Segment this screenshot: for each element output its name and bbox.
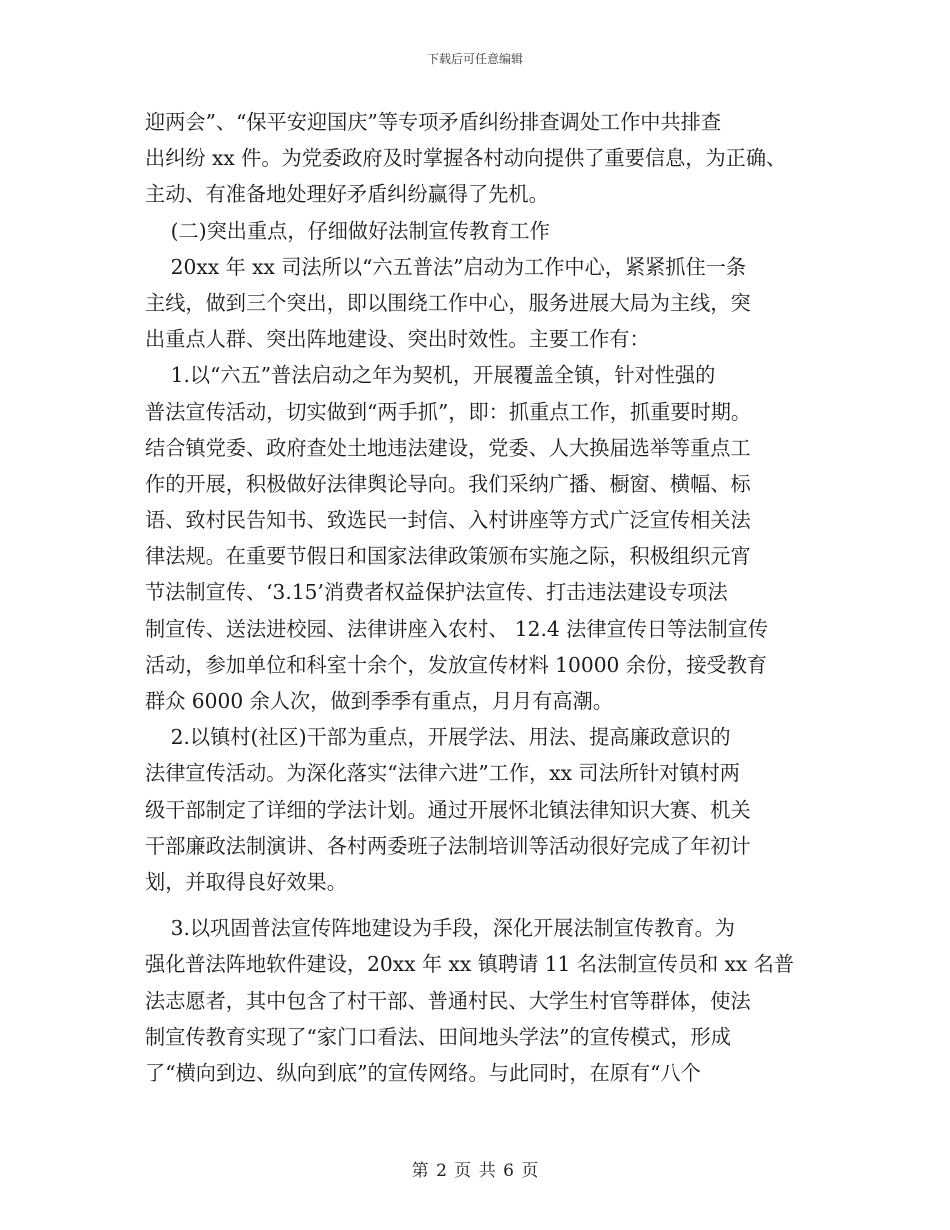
body-line: 干部廉政法制演讲、各村两委班子法制培训等活动很好完成了年初计	[145, 833, 751, 858]
body-line: 强化普法阵地软件建设，20xx 年 xx 镇聘请 11 名法制宣传员和 xx 名普	[145, 952, 795, 977]
body-line: 迎两会”、“保平安迎国庆”等专项矛盾纠纷排查调处工作中共排查	[145, 110, 722, 134]
body-line: 制宣传、送法进校园、法律讲座入农村、 12.4 法律宣传日等法制宣传	[145, 616, 769, 641]
body-line: 结合镇党委、政府查处土地违法建设，党委、人大换届选举等重点工	[145, 435, 751, 460]
body-line: 法志愿者，其中包含了村干部、普通村民、大学生村官等群体，使法	[145, 988, 751, 1013]
page-header: 下载后可任意编辑	[426, 52, 523, 66]
body-line: 群众 6000 余人次，做到季季有重点，月月有高潮。	[145, 689, 613, 713]
body-line: 3.以巩固普法宣传阵地建设为手段，深化开展法制宣传教育。为	[145, 916, 735, 941]
body-line: 语、致村民告知书、致选民一封信、入村讲座等方式广泛宣传相关法	[145, 508, 751, 533]
page-number-footer: 第 2 页 共 6 页	[411, 1161, 539, 1181]
body-line: 作的开展，积极做好法律舆论导向。我们采纳广播、橱窗、横幅、标	[145, 471, 751, 496]
body-line: 了“横向到边、纵向到底”的宣传网络。与此同时，在原有“八个	[145, 1060, 701, 1085]
body-line: 活动，参加单位和科室十余个，发放宣传材料 10000 余份，接受教育	[145, 652, 768, 677]
body-line: 出纠纷 xx 件。为党委政府及时掌握各村动向提供了重要信息，为正确、	[145, 146, 787, 171]
body-line: 出重点人群、突出阵地建设、突出时效性。主要工作有：	[145, 327, 650, 352]
body-line: 主线，做到三个突出，即以围绕工作中心，服务进展大局为主线，突	[145, 290, 751, 315]
body-line: 2.以镇村(社区)干部为重点，开展学法、用法、提高廉政意识的	[145, 725, 731, 750]
body-line: 主动、有准备地处理好矛盾纠纷赢得了先机。	[145, 182, 549, 207]
section-heading: (二)突出重点，仔细做好法制宣传教育工作	[145, 218, 550, 243]
paragraph-gap	[145, 900, 820, 910]
body-line: 普法宣传活动，切实做到“两手抓”，即：抓重点工作，抓重要时期。	[145, 399, 752, 424]
body-line: 律法规。在重要节假日和国家法律政策颁布实施之际，积极组织元宵	[145, 544, 751, 569]
document-body	[145, 104, 820, 1091]
body-line: 20xx 年 xx 司法所以“六五普法”启动为工作中心，紧紧抓住一条	[145, 254, 747, 279]
body-line: 级干部制定了详细的学法计划。通过开展怀北镇法律知识大赛、机关	[145, 797, 751, 822]
body-line: 制宣传教育实现了“家门口看法、田间地头学法”的宣传模式，形成	[145, 1024, 731, 1049]
body-line: 节法制宣传、‘3.15’消费者权益保护法宣传、打击违法建设专项法	[145, 580, 728, 605]
body-line: 法律宣传活动。为深化落实“法律六进”工作，xx 司法所针对镇村两	[145, 761, 740, 786]
body-line: 划，并取得良好效果。	[145, 869, 347, 894]
body-line: 1.以“六五”普法启动之年为契机，开展覆盖全镇，针对性强的	[145, 363, 716, 388]
